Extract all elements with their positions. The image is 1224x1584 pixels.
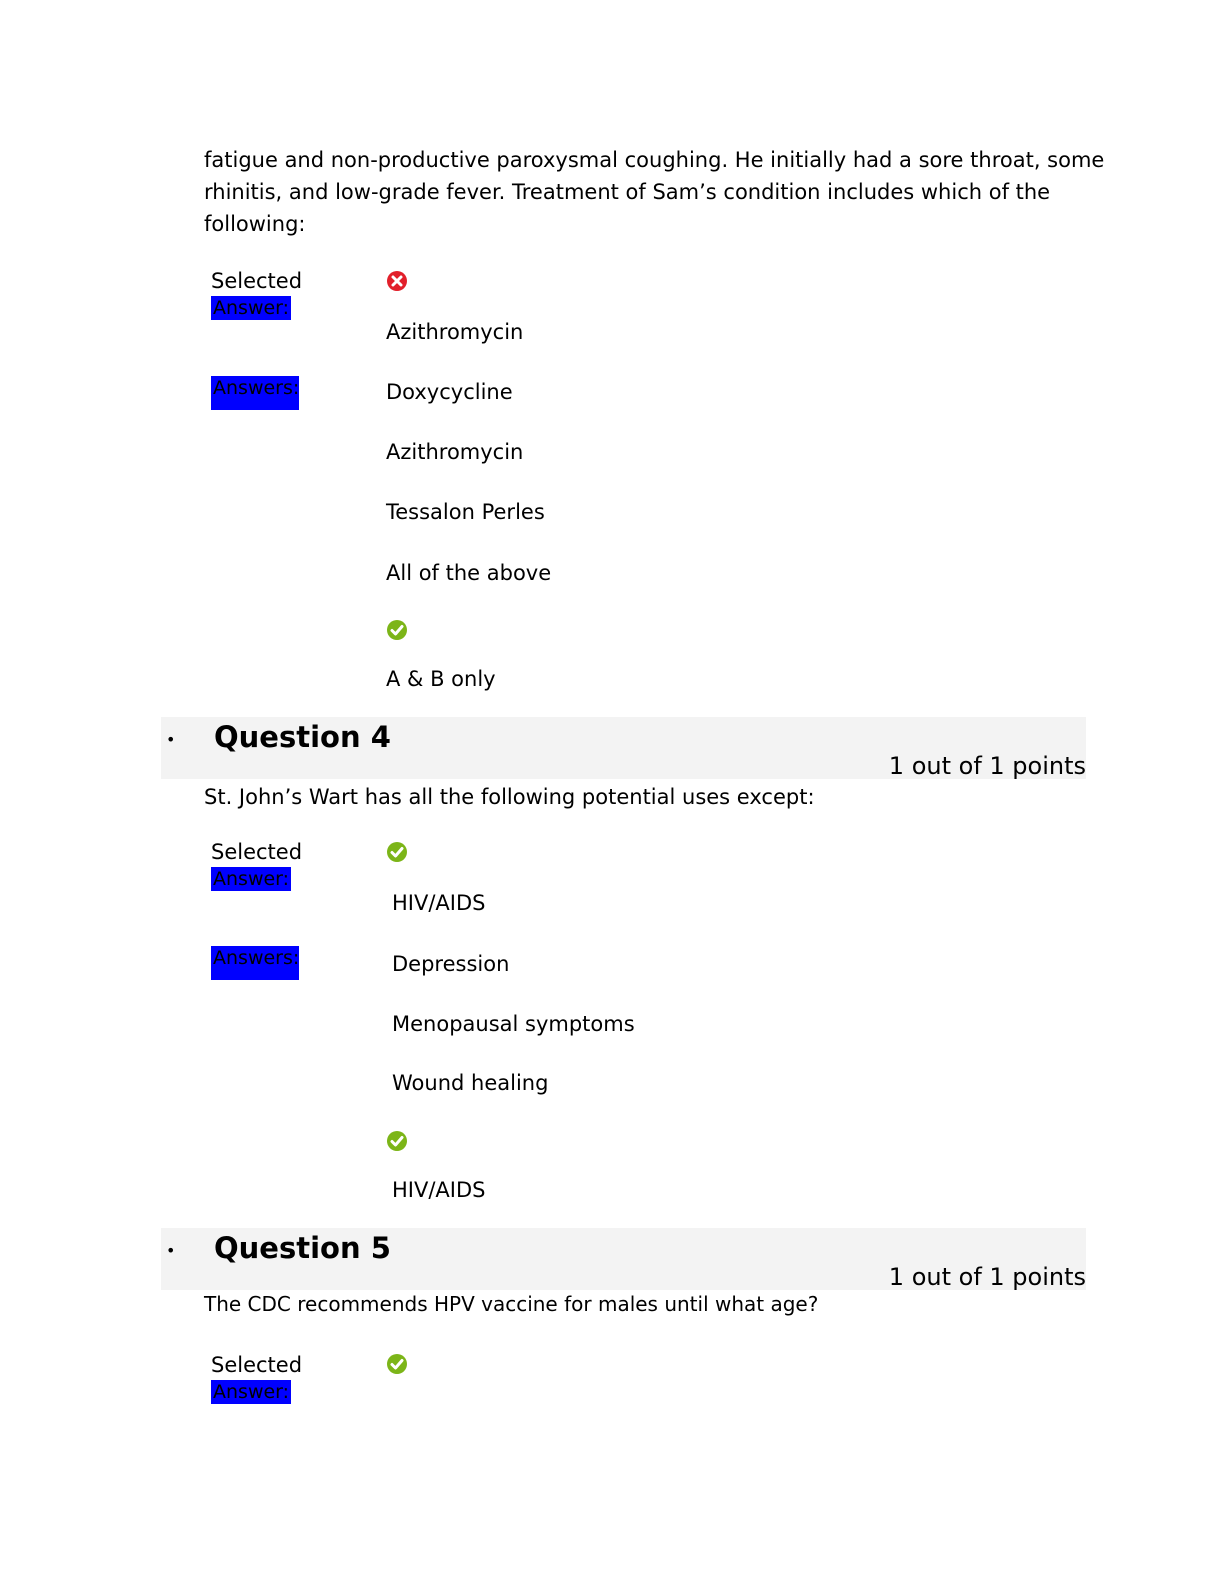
q3-answer-option: Tessalon Perles <box>386 500 545 524</box>
question-4-points: 1 out of 1 points <box>888 752 1086 780</box>
bullet: • <box>166 730 176 749</box>
answer-label-highlight: Answer: <box>213 1381 290 1403</box>
q4-correct-answer: HIV/AIDS <box>392 1178 486 1202</box>
question-5-text: The CDC recommends HPV vaccine for males until what age? <box>204 1292 819 1316</box>
answer-label <box>211 296 291 320</box>
selected-label: Selected <box>211 269 303 293</box>
x-circle-icon <box>386 270 408 292</box>
q4-answer-option: Depression <box>392 952 510 976</box>
check-circle-icon <box>386 841 408 863</box>
answer-label-highlight: Answer: <box>213 297 290 319</box>
answer-label-highlight: Answer: <box>213 868 290 890</box>
answers-label-highlight: Answers: <box>211 946 299 980</box>
q3-answer-option: Azithromycin <box>386 440 524 464</box>
question-4-text: St. John’s Wart has all the following potential uses except: <box>204 785 815 809</box>
q3-answer-option: Doxycycline <box>386 380 513 404</box>
question-3-text <box>204 144 1105 240</box>
check-circle-icon <box>386 1353 408 1375</box>
answer-label <box>211 1380 291 1404</box>
selected-label: Selected <box>211 1353 303 1377</box>
selected-label: Selected <box>211 840 303 864</box>
answers-label-highlight: Answers: <box>211 376 299 410</box>
check-circle-icon <box>386 1130 408 1152</box>
q4-answer-option: Menopausal symptoms <box>392 1012 635 1036</box>
q4-answer-option: Wound healing <box>392 1071 549 1095</box>
question-4-title: Question 4 <box>214 720 391 754</box>
answers-label <box>211 946 299 980</box>
question-5-points: 1 out of 1 points <box>888 1263 1086 1291</box>
check-circle-icon <box>386 619 408 641</box>
q4-selected-answer: HIV/AIDS <box>392 891 486 915</box>
q3-answer-option: All of the above <box>386 561 552 585</box>
answers-label <box>211 376 299 410</box>
question-3-text-line: rhinitis, and low-grade fever. Treatment of Sam’s condition includes which of the <box>204 180 1051 204</box>
bullet: • <box>166 1241 176 1260</box>
answer-label <box>211 867 291 891</box>
q3-selected-answer: Azithromycin <box>386 320 524 344</box>
question-3-text-line: following: <box>204 212 306 236</box>
q3-correct-answer: A & B only <box>386 667 496 691</box>
question-5-title: Question 5 <box>214 1231 391 1265</box>
question-3-text-line: fatigue and non-productive paroxysmal coughing. He initially had a sore throat, some <box>204 148 1105 172</box>
